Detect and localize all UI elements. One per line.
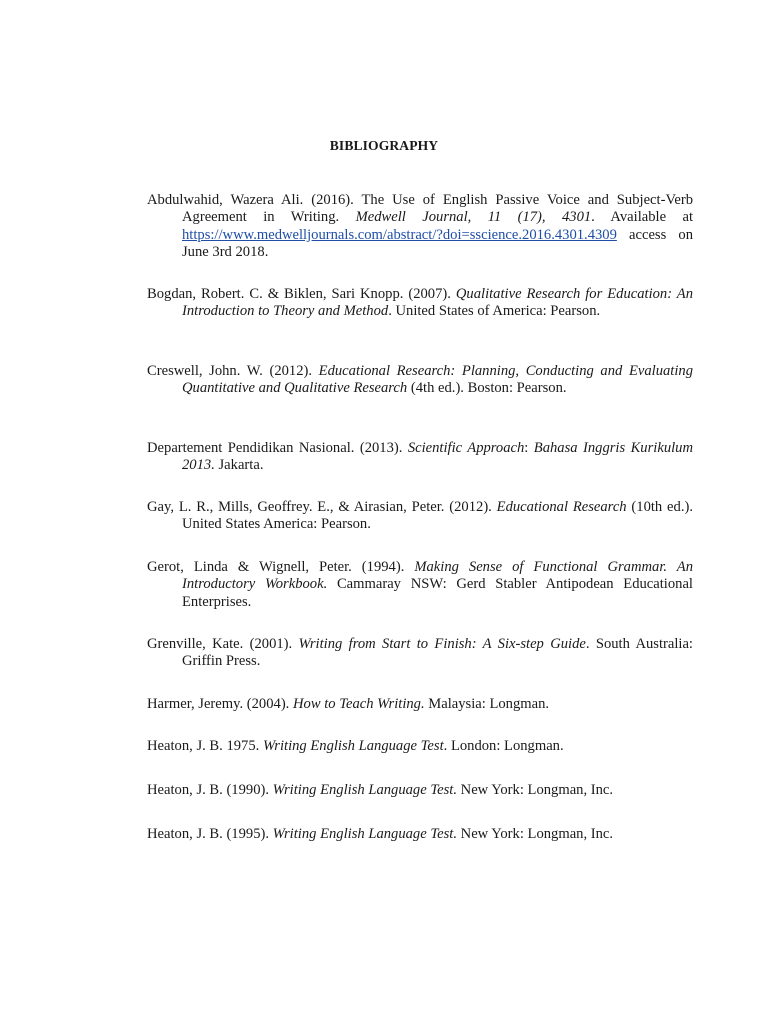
entry-text: Harmer, Jeremy. (2004).: [147, 696, 293, 712]
bibliography-entry: [147, 192, 693, 262]
entry-journal-title: Medwell Journal, 11 (17), 4301: [355, 209, 592, 226]
entry-text: Departement Pendidikan Nasional. (2013).: [147, 440, 408, 456]
bibliography-entry: [147, 363, 693, 398]
entry-text: Bogdan, Robert. C. & Biklen, Sari Knopp. (2007).: [147, 286, 456, 302]
entry-text: Heaton, J. B. (1995).: [147, 826, 273, 842]
entry-text: (4th ed.). Boston: Pearson.: [407, 380, 567, 397]
bibliography-entry: [147, 636, 693, 671]
entry-book-title: Writing English Language Test.: [272, 782, 457, 798]
entry-text: . United States of America: Pearson.: [388, 303, 601, 320]
entry-text: . Available at: [591, 209, 693, 226]
entry-text: . London: Longman.: [443, 738, 564, 754]
entry-book-title: Making Sense of Functional Grammar. An Introductory Workbook.: [182, 559, 693, 593]
entry-text: Gerot, Linda & Wignell, Peter. (1994).: [147, 559, 415, 575]
entry-text: Heaton, J. B. 1975.: [147, 738, 263, 754]
entry-text: New York: Longman, Inc.: [457, 826, 614, 842]
entry-text: Abdulwahid, Wazera Ali. (2016). The Use of English Passive Voice and Subject-Verb Agreement in Writing.: [147, 192, 693, 226]
bibliography-entry: [147, 440, 693, 475]
entry-book-title: Writing from Start to Finish: A Six-step Guide: [298, 636, 586, 652]
page-title: BIBLIOGRAPHY: [329, 138, 439, 153]
entry-book-title: Writing English Language Test: [262, 738, 444, 754]
entry-book-title: Educational Research: Planning, Conducting and Evaluating Quantitative and Qualitative Research: [182, 363, 693, 397]
entry-text: :: [524, 440, 534, 456]
entry-book-title: Educational Research: [496, 499, 627, 515]
bibliography-entry: [147, 738, 693, 755]
entry-text: access on June 3rd 2018.: [182, 226, 693, 261]
entry-text: . South Australia: Griffin Press.: [182, 636, 693, 670]
entry-text: Creswell, John. W. (2012).: [147, 363, 319, 379]
entry-url-link[interactable]: https://www.medwelljournals.com/abstract/?doi=sscience.2016.4301.4309: [182, 226, 617, 243]
bibliography-entry: [147, 559, 693, 611]
entry-text: Grenville, Kate. (2001).: [147, 636, 299, 652]
entry-book-subtitle: Bahasa Inggris Kurikulum 2013.: [182, 440, 694, 474]
bibliography-entry: [147, 286, 693, 321]
entry-book-title: Writing English Language Test.: [272, 826, 457, 842]
bibliography-entry: [147, 499, 693, 534]
entry-text: Heaton, J. B. (1990).: [147, 782, 273, 798]
entry-text: Cammaray NSW: Gerd Stabler Antipodean Educational Enterprises.: [182, 576, 693, 610]
bibliography-entry: [147, 696, 693, 713]
entry-text: Jakarta.: [214, 457, 264, 474]
entry-text: New York: Longman, Inc.: [457, 782, 614, 798]
entry-text: Malaysia: Longman.: [424, 696, 550, 712]
entry-book-title: How to Teach Writing.: [292, 696, 425, 712]
entry-text: (10th ed.). United States America: Pearson.: [182, 499, 693, 533]
entry-book-title: Scientific Approach: [407, 440, 525, 456]
entry-book-title: Qualitative Research for Education: An Introduction to Theory and Method: [182, 286, 693, 320]
bibliography-entry: [147, 826, 693, 843]
bibliography-entry: [147, 782, 693, 799]
entry-text: Gay, L. R., Mills, Geoffrey. E., & Airasian, Peter. (2012).: [147, 499, 497, 515]
